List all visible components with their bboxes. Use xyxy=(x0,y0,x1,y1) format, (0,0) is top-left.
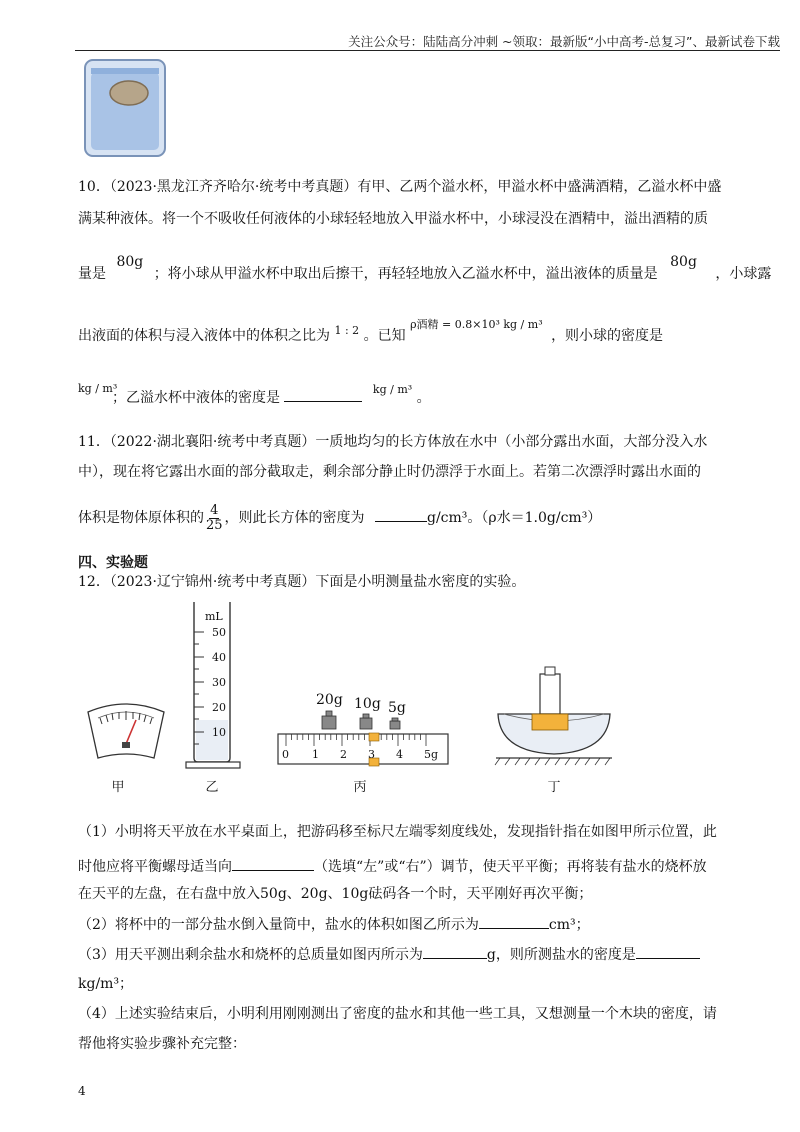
q12-p3-unit: kg/m³； xyxy=(78,976,134,992)
ruler-tick-0: 0 xyxy=(282,748,289,761)
fig-label-jia: 甲 xyxy=(111,780,125,795)
q10-unit1: kg / m³ xyxy=(78,382,118,395)
q10-l5: ；乙溢水杯中液体的密度是 xyxy=(112,390,280,406)
q11-l3a: 体积是物体原体积的 xyxy=(78,510,204,526)
q12-p4b: 帮他将实验步骤补充完整： xyxy=(78,1036,246,1052)
q12-p2-blank[interactable] xyxy=(479,914,549,929)
rider-icon xyxy=(369,733,379,741)
q12-p1a: （1）小明将天平放在水平桌面上，把游码移至标尺左端零刻度线处，发现指针指在如图甲所示位置，此 xyxy=(78,824,717,840)
weight-10g-icon xyxy=(360,714,372,729)
q11-line2: 中），现在将它露出水面的部分截取走，剩余部分静止时仍漂浮于水面上。若第二次漂浮时露出水面的 xyxy=(78,464,701,480)
weight-20g-icon xyxy=(322,711,336,729)
q10-l3b: ；将小球从甲溢水杯中取出后擦干，再轻轻地放入乙溢水杯中，溢出液体的质量是 xyxy=(153,266,658,282)
cylinder-unit: mL xyxy=(205,610,223,623)
section-title: 四、实验题 xyxy=(78,555,148,571)
q10-line1: 10．（2023·黑龙江齐齐哈尔·统考中考真题）有甲、乙两个溢水杯，甲溢水杯中盛满酒精，乙溢水杯中盛 xyxy=(78,179,722,195)
page-number: 4 xyxy=(78,1084,86,1098)
ball-icon xyxy=(110,81,148,105)
q10-mass1: 80g xyxy=(116,254,144,270)
q11-l3c: g/cm³。（ρ水＝1.0g/cm³） xyxy=(427,510,602,526)
q11-l3b: ，则此长方体的密度为 xyxy=(224,510,365,526)
ruler-tick-1: 1 xyxy=(312,748,319,761)
q10-rho-formula: ρ酒精 = 0.8×10³ kg / m³ xyxy=(410,318,543,331)
cyl-tick-50: 50 xyxy=(212,626,226,639)
cyl-tick-40: 40 xyxy=(212,651,226,664)
q12-p3: （3）用天平测出剩余盐水和烧杯的总质量如图丙所示为 g，则所测盐水的密度是 xyxy=(78,944,700,965)
q10-ratio: 1 : 2 xyxy=(334,324,360,337)
q12-p1-blank[interactable] xyxy=(232,856,314,871)
header-divider xyxy=(75,50,780,51)
q10-l3a: 量是 xyxy=(78,266,106,282)
fig-label-yi: 乙 xyxy=(205,780,219,795)
q11-fraction: $\frac{4}{25}$ xyxy=(206,502,223,533)
weight-label-20g: 20g xyxy=(316,692,343,708)
q11-answer-blank[interactable] xyxy=(375,507,427,522)
q12-p1-line2: 时他应将平衡螺母适当向 （选填“左”或“右”）调节，使天平平衡；再将装有盐水的烧杯放 xyxy=(78,856,707,877)
q11-line3 xyxy=(78,502,601,534)
ruler-tick-4: 4 xyxy=(396,748,403,761)
beaker-figure xyxy=(82,58,168,160)
q10-l4c: ，则小球的密度是 xyxy=(551,328,664,344)
q10-l5end: 。 xyxy=(416,390,431,406)
q11-line1: 11．（2022·湖北襄阳·统考中考真题）一质地均匀的长方体放在水中（小部分露出水面，大部分没入水 xyxy=(78,434,708,450)
q10-line2: 满某种液体。将一个不吸收任何液体的小球轻轻地放入甲溢水杯中，小球浸没在酒精中，溢出酒精的质 xyxy=(78,211,708,227)
ruler-tick-3: 3 xyxy=(368,748,375,761)
q10-mass2: 80g xyxy=(670,254,697,270)
q10-unit2: kg / m³ xyxy=(372,383,413,396)
q10-answer-blank[interactable] xyxy=(284,387,362,402)
scale-dial-figure xyxy=(84,700,168,762)
fig-label-bing: 丙 xyxy=(353,780,367,795)
weights-ruler-figure xyxy=(276,708,452,772)
cyl-tick-10: 10 xyxy=(212,726,226,739)
bowl-figure xyxy=(494,664,614,772)
weight-label-10g: 10g xyxy=(354,696,381,712)
q10-line3 xyxy=(78,254,772,284)
q10-l4b: 。已知 xyxy=(363,328,406,344)
cyl-tick-20: 20 xyxy=(212,701,226,714)
cyl-tick-30: 30 xyxy=(212,676,226,689)
ruler-tick-5g: 5g xyxy=(424,748,439,761)
ruler-tick-2: 2 xyxy=(340,748,347,761)
weight-5g-icon xyxy=(390,718,400,729)
q12-p4a: （4）上述实验结束后，小明利用刚刚测出了密度的盐水和其他一些工具，又想测量一个木块的密度，请 xyxy=(78,1006,717,1022)
q12-p3-mass-blank[interactable] xyxy=(423,944,487,959)
page-header: 关注公众号：陆陆高分冲刺 ~领取：最新版“小中高考-总复习”、最新试卷下载 xyxy=(348,34,780,49)
fig-label-ding: 丁 xyxy=(547,780,561,795)
q10-l4a: 出液面的体积与浸入液体中的体积之比为 xyxy=(78,328,330,344)
q12-p3-density-blank[interactable] xyxy=(636,944,700,959)
q10-line5 xyxy=(112,383,431,409)
q10-l3c: ，小球露 xyxy=(715,266,772,282)
weight-label-5g: 5g xyxy=(388,700,406,716)
q12-p1d: 在天平的左盘，在右盘中放入50g、20g、10g砝码各一个时，天平刚好再次平衡； xyxy=(78,886,593,902)
q12-line1: 12．（2023·辽宁锦州·统考中考真题）下面是小明测量盐水密度的实验。 xyxy=(78,574,526,590)
wood-block-icon xyxy=(532,714,568,730)
q12-p2: （2）将杯中的一部分盐水倒入量筒中，盐水的体积如图乙所示为 cm³； xyxy=(78,914,590,935)
